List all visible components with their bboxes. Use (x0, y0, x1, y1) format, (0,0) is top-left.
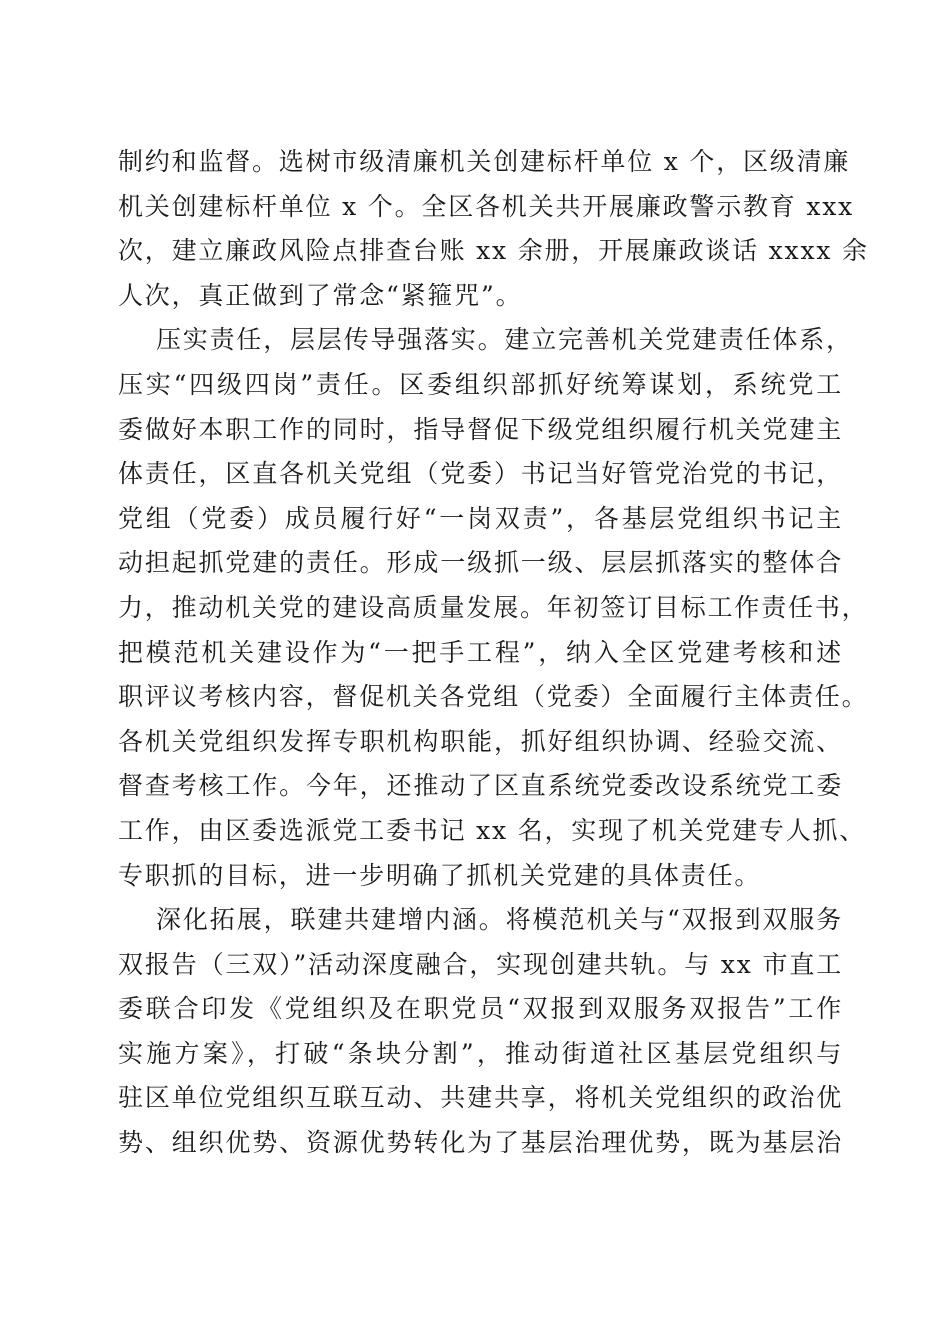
text-line: 势、组织优势、资源优势转化为了基层治理优势，既为基层治 (118, 1128, 843, 1158)
text-line: 压实责任，层层传导强落实。建立完善机关党建责任体系， (156, 325, 853, 355)
document-body (118, 140, 869, 1166)
text-line: 压实“四级四岗”责任。区委组织部抓好统筹谋划，系统党工 (118, 369, 843, 399)
text-line: 督查考核工作。今年，还推动了区直系统党委改设系统党工委 (118, 771, 843, 801)
text-line: 专职抓的目标，进一步明确了抓机关党建的具体责任。 (118, 860, 762, 890)
text-line: 把模范机关建设作为“一把手工程”，纳入全区党建考核和述 (118, 637, 843, 667)
text-line: 职评议考核内容，督促机关各党组（党委）全面履行主体责任。 (118, 682, 869, 712)
text-line: 驻区单位党组织互联互动、共建共享，将机关党组织的政治优 (118, 1083, 843, 1113)
text-line: 实施方案》，打破“条块分割”，推动街道社区基层党组织与 (118, 1038, 843, 1068)
text-line: 双报告（三双）”活动深度融合，实现创建共轨。与 xx 市直工 (118, 949, 843, 979)
text-line: 次，建立廉政风险点排查台账 xx 余册，开展廉政谈话 xxxx 余 (118, 236, 869, 266)
text-line: 力，推动机关党的建设高质量发展。年初签订目标工作责任书， (118, 592, 869, 622)
text-line: 委联合印发《党组织及在职党员“双报到双服务双报告”工作 (118, 994, 843, 1024)
text-line: 各机关党组织发挥专职机构职能，抓好组织协调、经验交流、 (118, 726, 843, 756)
text-line: 党组（党委）成员履行好“一岗双责”，各基层党组织书记主 (118, 503, 843, 533)
text-line: 深化拓展，联建共建增内涵。将模范机关与“双报到双服务 (156, 905, 843, 935)
text-line: 体责任，区直各机关党组（党委）书记当好管党治党的书记， (118, 459, 843, 489)
text-line: 机关创建标杆单位 x 个。全区各机关共开展廉政警示教育 xxx (118, 191, 855, 221)
text-line: 制约和监督。选树市级清廉机关创建标杆单位 x 个，区级清廉 (118, 147, 851, 176)
text-line: 动担起抓党建的责任。形成一级抓一级、层层抓落实的整体合 (118, 548, 843, 578)
text-line: 工作，由区委选派党工委书记 xx 名，实现了机关党建专人抓、 (118, 815, 867, 845)
text-line: 委做好本职工作的同时，指导督促下级党组织履行机关党建主 (118, 414, 843, 444)
text-line: 人次，真正做到了常念“紧箍咒”。 (118, 280, 523, 310)
